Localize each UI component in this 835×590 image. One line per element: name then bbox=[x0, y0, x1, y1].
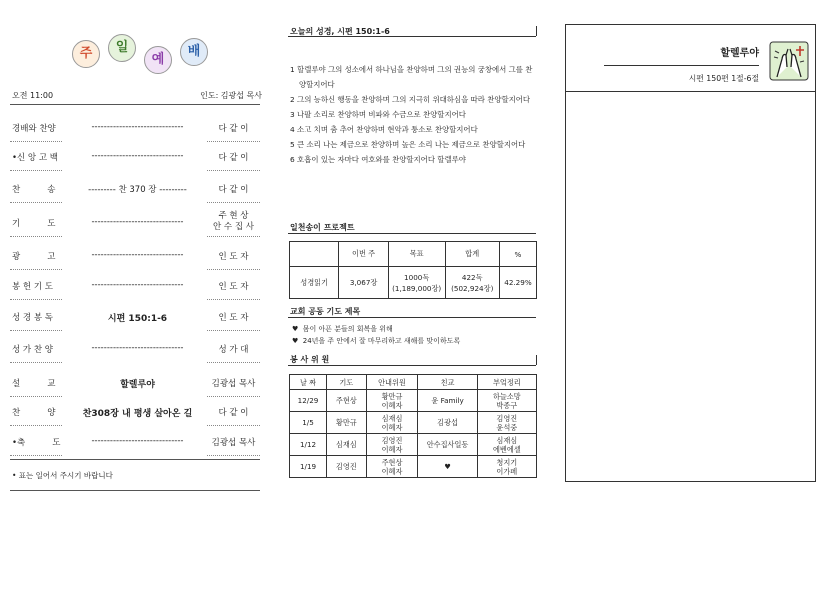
standing-note: • 표는 일어서 주시기 바랍니다 bbox=[12, 471, 113, 480]
divider bbox=[207, 269, 260, 270]
order-item-detail: ------------------------------ bbox=[91, 343, 184, 353]
praying-hands-icon bbox=[769, 41, 809, 81]
divider bbox=[10, 236, 62, 237]
verse-line: 1 할렐루야 그의 성소에서 하나님을 찬양하며 그의 권능의 궁창에서 그를 찬양할지어다 bbox=[290, 65, 533, 89]
order-row bbox=[10, 209, 260, 237]
divider bbox=[207, 330, 260, 331]
order-row bbox=[10, 143, 260, 171]
order-item-detail: ------------------------------ bbox=[91, 217, 184, 227]
prayer-item: ♥ 24년을 주 안에서 잘 마무리하고 새해를 맞이하도록 bbox=[292, 337, 461, 345]
sermon-panel bbox=[565, 24, 816, 482]
divider bbox=[207, 299, 260, 300]
order-item-name: 광 고 bbox=[12, 252, 56, 262]
divider bbox=[207, 455, 260, 456]
order-item-detail: ------------------------------ bbox=[91, 436, 184, 446]
divider bbox=[604, 65, 759, 66]
table-cell: 주현상 bbox=[327, 390, 367, 412]
order-row bbox=[10, 369, 260, 397]
divider bbox=[536, 26, 537, 36]
table-header: 기도 bbox=[327, 375, 367, 390]
order-item-person: 다 같 이 bbox=[218, 408, 249, 418]
divider bbox=[10, 330, 62, 331]
table-header: 친교 bbox=[418, 375, 477, 390]
table-header: 날 짜 bbox=[290, 375, 327, 390]
order-item-name: 경배와 찬양 bbox=[12, 124, 56, 134]
order-item-person: 다 같 이 bbox=[218, 185, 249, 195]
table-row bbox=[290, 456, 537, 478]
table-cell: 1/12 bbox=[290, 434, 327, 456]
table-cell: 청지기 이가페 bbox=[477, 456, 536, 478]
prayer-item: ♥ 몸이 아픈 분들의 회복을 위해 bbox=[292, 325, 393, 333]
table-cell: 3,067장 bbox=[339, 267, 388, 299]
divider bbox=[207, 396, 260, 397]
table-cell: 김영진 bbox=[327, 456, 367, 478]
order-item-detail: ------------------------------ bbox=[91, 280, 184, 290]
service-table bbox=[289, 374, 537, 478]
verse-line: 6 호흡이 있는 자마다 여호와를 찬양할지어다 할렐루야 bbox=[290, 155, 466, 164]
order-item-detail: ------------------------------ bbox=[91, 122, 184, 132]
scripture-verses bbox=[290, 62, 538, 167]
order-item-person: 다 같 이 bbox=[218, 124, 249, 134]
table-row bbox=[290, 434, 537, 456]
order-item-person: 김광섭 목사 bbox=[211, 438, 256, 448]
table-cell: 성경읽기 bbox=[290, 267, 339, 299]
table-cell: 1/19 bbox=[290, 456, 327, 478]
order-item-name: •신 앙 고 백 bbox=[12, 153, 58, 163]
table-header: 이번 주 bbox=[339, 242, 388, 267]
divider bbox=[10, 170, 62, 171]
divider bbox=[10, 141, 62, 142]
table-cell: 황만규 이혜자 bbox=[366, 390, 418, 412]
worship-time: 오전 11:00 bbox=[12, 91, 54, 100]
worship-title bbox=[68, 38, 218, 78]
divider bbox=[10, 269, 62, 270]
divider bbox=[207, 236, 260, 237]
order-item-name: 봉 헌 기 도 bbox=[12, 282, 53, 292]
order-item-name: •축 도 bbox=[12, 438, 61, 448]
divider bbox=[10, 104, 260, 105]
order-item-person: 김광섭 목사 bbox=[211, 379, 256, 389]
table-cell: ♥ bbox=[418, 456, 477, 478]
table-header: 목표 bbox=[388, 242, 445, 267]
table-cell: 황만규 bbox=[327, 412, 367, 434]
order-row bbox=[10, 428, 260, 456]
divider bbox=[10, 459, 260, 460]
prayer-list bbox=[292, 323, 460, 347]
table-row bbox=[290, 412, 537, 434]
sermon-reference: 시편 150편 1절-6절 bbox=[688, 74, 759, 83]
order-item-detail: 찬308장 내 평생 살아온 길 bbox=[82, 409, 193, 419]
divider bbox=[288, 233, 536, 234]
table-cell: 심재심 bbox=[327, 434, 367, 456]
divider bbox=[207, 141, 260, 142]
table-cell: 12/29 bbox=[290, 390, 327, 412]
prayer-heading: 교회 공동 기도 제목 bbox=[290, 307, 361, 316]
order-item-name: 찬 송 bbox=[12, 185, 56, 195]
verse-line: 4 소고 치며 춤 추어 찬양하며 현악과 퉁소로 찬양할지어다 bbox=[290, 125, 478, 134]
title-char: 배 bbox=[180, 38, 208, 66]
table-header: % bbox=[499, 242, 536, 267]
project-table bbox=[289, 241, 537, 299]
order-row bbox=[10, 335, 260, 363]
table-cell: 안수집사일동 bbox=[418, 434, 477, 456]
table-header: 부엌정리 bbox=[477, 375, 536, 390]
table-row bbox=[290, 390, 537, 412]
order-row bbox=[10, 114, 260, 142]
order-item-name: 설 교 bbox=[12, 379, 56, 389]
table-header: 안내위원 bbox=[366, 375, 418, 390]
table-cell: 김영진 이혜자 bbox=[366, 434, 418, 456]
verse-line: 5 큰 소리 나는 제금으로 찬양하며 높은 소리 나는 제금으로 찬양할지어다 bbox=[290, 140, 526, 149]
service-heading: 봉 사 위 원 bbox=[290, 355, 330, 364]
order-item-detail: 시편 150:1-6 bbox=[107, 314, 168, 324]
worship-leader: 인도: 김광섭 목사 bbox=[200, 91, 262, 100]
divider bbox=[207, 362, 260, 363]
order-item-person: 인 도 자 bbox=[218, 282, 249, 292]
table-cell: 하늘소망 박종구 bbox=[477, 390, 536, 412]
table-cell: 김영진 윤석중 bbox=[477, 412, 536, 434]
divider bbox=[288, 36, 536, 37]
table-cell: 김광섭 bbox=[418, 412, 477, 434]
order-item-detail: --------- 찬 370 장 --------- bbox=[88, 185, 187, 195]
divider bbox=[207, 170, 260, 171]
divider bbox=[10, 202, 62, 203]
verse-line: 2 그의 능하신 행동을 찬양하며 그의 지극히 위대하심을 따라 찬양할지어다 bbox=[290, 95, 531, 104]
order-item-person: 인 도 자 bbox=[218, 252, 249, 262]
table-cell: 422독 (502,924장) bbox=[445, 267, 499, 299]
order-item-detail: 할렐루야 bbox=[120, 380, 155, 390]
table-header: 합계 bbox=[445, 242, 499, 267]
divider bbox=[288, 317, 536, 318]
table-header bbox=[290, 242, 339, 267]
divider bbox=[10, 299, 62, 300]
divider bbox=[288, 365, 536, 366]
order-item-name: 기 도 bbox=[12, 219, 56, 229]
divider bbox=[207, 425, 260, 426]
title-char: 주 bbox=[72, 40, 100, 68]
order-row bbox=[10, 303, 260, 331]
order-item-name: 성 경 봉 독 bbox=[12, 313, 53, 323]
order-item-person: 다 같 이 bbox=[218, 153, 249, 163]
table-cell: 윤 Family bbox=[418, 390, 477, 412]
order-item-name: 성 가 찬 양 bbox=[12, 345, 53, 355]
sermon-title: 할렐루야 bbox=[720, 48, 759, 59]
order-row bbox=[10, 398, 260, 426]
table-cell: 42.29% bbox=[499, 267, 536, 299]
divider bbox=[207, 202, 260, 203]
divider bbox=[10, 396, 62, 397]
table-cell: 주현상 이혜자 bbox=[366, 456, 418, 478]
order-item-detail: ------------------------------ bbox=[91, 250, 184, 260]
divider bbox=[10, 490, 260, 491]
divider bbox=[536, 355, 537, 365]
table-cell: 심재심 에벤에셀 bbox=[477, 434, 536, 456]
order-row bbox=[10, 175, 260, 203]
table-cell: 1000독 (1,189,000장) bbox=[388, 267, 445, 299]
scripture-heading: 오늘의 성경, 시편 150:1-6 bbox=[290, 27, 390, 36]
divider bbox=[10, 362, 62, 363]
order-item-name: 찬 양 bbox=[12, 408, 56, 418]
order-row bbox=[10, 272, 260, 300]
divider bbox=[10, 455, 62, 456]
project-heading: 일천송이 프로젝트 bbox=[290, 223, 355, 232]
order-row bbox=[10, 242, 260, 270]
title-char: 예 bbox=[144, 46, 172, 74]
title-char: 일 bbox=[108, 34, 136, 62]
table-cell: 1/5 bbox=[290, 412, 327, 434]
order-item-person: 성 가 대 bbox=[218, 345, 249, 355]
verse-line: 3 나팔 소리로 찬양하며 비파와 수금으로 찬양할지어다 bbox=[290, 110, 466, 119]
table-cell: 심재심 이혜자 bbox=[366, 412, 418, 434]
order-item-person: 주 현 상 안 수 집 사 bbox=[213, 211, 254, 232]
divider bbox=[10, 425, 62, 426]
order-item-detail: ------------------------------ bbox=[91, 151, 184, 161]
order-item-person: 인 도 자 bbox=[218, 313, 249, 323]
divider bbox=[566, 91, 815, 92]
